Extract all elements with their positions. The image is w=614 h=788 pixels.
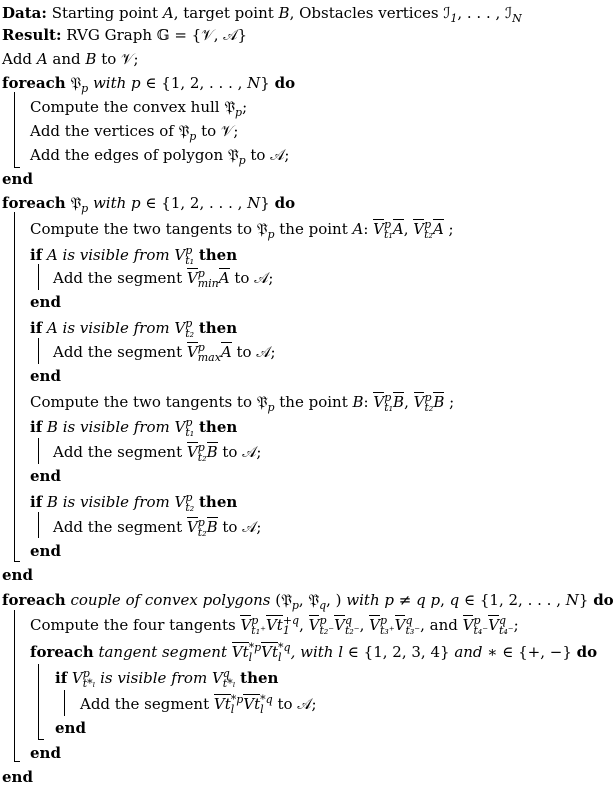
math-italic: is visible from V [95,669,223,687]
keyword: foreach [2,591,66,609]
subscript: l [230,703,235,716]
algorithm-line [30,245,237,266]
text: ; [443,220,454,238]
subscript: t₂ [424,228,433,241]
superscript: +q [282,614,300,627]
keyword: then [198,246,238,264]
sup-sub-index [283,616,299,636]
keyword: foreach [30,643,94,661]
overlined-symbol: A [432,220,444,238]
algorithm-line [30,417,237,438]
sup-sub-index [185,319,194,339]
subscript: t₁ [185,254,195,267]
superscript: p [424,218,432,231]
keyword: end [2,566,33,584]
keyword: end [30,542,61,560]
sup-sub-index [473,616,488,636]
algorithm-line [30,219,454,245]
sup-sub-index [319,616,334,636]
keyword: if [30,493,43,511]
scope-bar-if4 [38,512,39,538]
subscript: t*ₗ [82,677,96,690]
superscript: p [185,244,193,257]
algorithm-line [53,342,276,363]
math-italic: A is visible from V [42,319,186,337]
math-italic: p [384,591,394,609]
text: , . . . , ℐ [457,4,513,22]
subscript: min [197,277,219,290]
subscript: p [235,106,243,119]
sup-sub-index [185,418,194,438]
text: : [363,220,374,238]
sup-sub-index [185,493,194,513]
overlined-symbol: V [413,220,425,238]
algorithm-line [30,292,61,312]
overlined-symbol: A [392,220,404,238]
text: ∈ {1, 2, 3, 4} [343,643,450,661]
text: ∗ ∈ {+, −} [482,643,577,661]
text: , and [420,616,463,634]
superscript: q [405,614,413,627]
superscript: p [185,491,193,504]
subscript: t₂ [197,451,207,464]
sup-sub-index [499,616,514,636]
overlined-symbol: Vt [213,695,231,713]
subscript: t₁ [384,401,394,414]
overlined-symbol: V [488,616,499,634]
sup-sub-index [424,393,433,413]
math-italic: B [278,4,290,22]
text: Add the segment [53,269,187,287]
subscript: t₂ [185,501,195,514]
sup-sub-index [424,220,433,240]
text: , ) [326,591,342,609]
algorithm-line [30,642,597,663]
subscript: p [81,202,89,215]
keyword: then [199,418,238,436]
text: to 𝒜; [272,695,317,713]
subscript: t₁ [384,228,393,241]
sup-sub-index [223,669,236,689]
text: ; [444,393,455,411]
math-italic: q p [416,591,441,609]
scope-bar-if3 [38,438,39,464]
text: to 𝒜; [217,518,262,536]
text: Compute the two tangents to 𝔓̃ [30,220,268,238]
math-italic: N [247,74,261,92]
keyword: end [30,467,61,485]
scope-bar-foreach3 [14,610,15,762]
scope-bar-if2 [38,338,39,364]
subscript: t₁ [185,426,195,439]
math-italic: couple of convex polygons [65,591,276,609]
subscript: t₂ [185,327,195,340]
superscript: p [384,391,392,404]
subscript: l [260,703,264,716]
superscript: p [473,614,481,627]
text: to 𝒜; [217,443,262,461]
text: ∈ {1, 2, . . . , [459,591,566,609]
text: Compute the two tangents to 𝔓̃ [30,393,268,411]
overlined-symbol: V [394,616,406,634]
scope-bar-if5 [64,690,65,716]
math-italic: B [352,393,364,411]
overlined-symbol: V [186,518,198,536]
subscript: 1 [450,12,458,25]
text: , target point [173,4,279,22]
keyword: if [55,669,68,687]
text: , [440,591,450,609]
text: Add the segment [53,343,187,361]
overlined-symbol: V [369,616,380,634]
algorithm-line [53,517,261,538]
text: to 𝒱; [196,122,239,140]
math-italic: N [565,591,579,609]
keyword: end [2,768,33,786]
text: , [299,616,309,634]
sup-sub-index [185,246,194,266]
subscript: t*ₗ [222,677,236,690]
overlined-symbol: A [220,343,232,361]
text: Add [2,50,37,68]
scope-bar-if1 [38,264,39,290]
subscript: t₂⁻ [319,624,335,637]
subscript: p [81,82,89,95]
text: , [403,220,414,238]
sup-sub-index [380,616,395,636]
subscript: p [189,130,197,143]
keyword: foreach [2,74,66,92]
keyword: end [55,719,86,737]
math-italic: A [352,220,364,238]
scope-foot-foreach3 [14,761,20,762]
keyword: do [274,194,296,212]
subscript: max [197,351,221,364]
superscript: q [222,667,230,680]
math-italic: p [131,74,141,92]
math-italic: and [449,643,483,661]
math-italic: tangent segment [93,643,232,661]
math-italic: with [341,591,385,609]
superscript: p [319,614,327,627]
superscript: p [185,416,193,429]
overlined-symbol: Vt [265,616,283,634]
overlined-symbol: V [373,220,385,238]
sup-sub-index [260,695,273,715]
overlined-symbol: V [186,343,198,361]
algorithm-line [2,169,33,189]
text: ; [513,616,519,634]
superscript: q [344,614,352,627]
superscript: p [424,391,432,404]
keyword: Data: [2,4,47,22]
scope-bar-foreach4 [38,664,39,740]
sup-sub-index [405,616,420,636]
text: ∈ {1, 2, . . . , [140,74,248,92]
algorithm-line [30,121,238,147]
text: Compute the four tangents [30,616,241,634]
superscript: q [498,614,506,627]
text: , [404,393,414,411]
text: 𝔓 [65,74,82,92]
algorithm-line [2,73,295,99]
keyword: foreach [2,194,66,212]
overlined-symbol: Vt [243,695,261,713]
keyword: then [198,319,238,337]
algorithm-line [30,366,61,386]
keyword: then [199,493,238,511]
algorithm-line [2,590,614,616]
sup-sub-index [231,695,244,715]
text: (𝔓̃ [275,591,292,609]
scope-foot-foreach1 [14,167,20,168]
algorithm-line [30,466,61,486]
algorithm-line [2,25,247,45]
superscript: *q [278,641,291,654]
text: } [260,194,275,212]
math-italic: A is visible from V [42,246,186,264]
sup-sub-index [249,643,262,663]
overlined-symbol: V [334,616,345,634]
sup-sub-index [384,220,393,240]
keyword: do [593,591,614,609]
text: Add the segment [80,695,214,713]
text: } [578,591,594,609]
algorithm-line [2,49,139,69]
algorithm-line [30,392,454,418]
superscript: p [197,341,205,354]
keyword: end [30,367,61,385]
superscript: p [82,667,90,680]
superscript: p [197,516,205,529]
text: Starting point [46,4,163,22]
algorithm-line [2,767,33,787]
math-italic: B is visible from V [42,493,186,511]
subscript: t₃⁻ [405,624,421,637]
sup-sub-index [198,518,207,538]
text: ≠ [394,591,417,609]
keyword: if [30,246,43,264]
keyword: if [30,418,43,436]
keyword: Result: [2,26,62,44]
sup-sub-index [384,393,393,413]
sup-sub-index [198,343,221,363]
overlined-symbol: V [413,393,425,411]
sup-sub-index [278,643,291,663]
text: the point [274,393,353,411]
keyword: if [30,319,43,337]
algorithm-line [53,442,261,463]
subscript: l [278,651,282,664]
algorithm-line [30,615,519,636]
subscript: N [512,12,522,25]
overlined-symbol: V [240,616,252,634]
text: } [260,74,275,92]
text: , [359,616,370,634]
text: and [47,50,86,68]
subscript: 1 [282,624,290,637]
scope-foot-foreach2 [14,561,20,562]
math-italic: N [247,194,261,212]
subscript: p [267,228,275,241]
superscript: p [197,267,205,280]
keyword: end [2,170,33,188]
keyword: end [30,293,61,311]
subscript: t₂⁻ [344,624,360,637]
algorithm-line [30,492,237,513]
subscript: p [267,401,275,414]
text: to 𝒜; [229,269,274,287]
subscript: t₂ [424,401,434,414]
subscript: t₃⁺ [379,624,395,637]
sup-sub-index [83,669,96,689]
subscript: t₄⁻ [498,624,514,637]
overlined-symbol: B [393,393,405,411]
superscript: p [197,441,205,454]
subscript: p [291,599,299,612]
math-italic: A [36,50,48,68]
subscript: t₄⁻ [473,624,489,637]
sup-sub-index [345,616,360,636]
math-italic: A [162,4,174,22]
math-italic: B [85,50,97,68]
superscript: *p [230,693,244,706]
algorithm-line [80,694,317,715]
math-italic: with [88,194,132,212]
keyword: then [240,669,279,687]
keyword: end [30,744,61,762]
math-italic: , with l [290,643,344,661]
text: to 𝒱; [96,50,139,68]
overlined-symbol: B [433,393,445,411]
overlined-symbol: V [186,269,198,287]
math-italic: with [88,74,132,92]
overlined-symbol: V [308,616,320,634]
overlined-symbol: B [206,518,218,536]
text: ; [242,98,248,116]
algorithm-line [55,668,278,689]
overlined-symbol: Vt [261,643,279,661]
text: 𝔓̃ [65,194,82,212]
text: , Obstacles vertices ℐ [289,4,451,22]
overlined-symbol: V [186,443,198,461]
algorithm-line [53,268,273,289]
subscript: t₂ [197,526,207,539]
text: : [363,393,374,411]
algorithm-line [30,97,247,123]
sup-sub-index [251,616,266,636]
algorithm-line [2,193,295,219]
text: Compute the convex hull 𝔓̃ [30,98,236,116]
subscript: p [238,154,246,167]
overlined-symbol: Vt [231,643,249,661]
sup-sub-index [198,443,207,463]
algorithm-line [55,718,86,738]
math-italic: V [67,669,83,687]
text: to 𝒜; [231,343,276,361]
text: the point [274,220,353,238]
scope-foot-foreach4 [38,739,44,740]
subscript: t₁⁺ [251,624,266,637]
text: Add the segment [53,443,187,461]
overlined-symbol: V [373,393,385,411]
algorithm-line [2,565,33,585]
text: RVG Graph 𝔾 = {𝒱, 𝒜} [61,26,247,44]
superscript: p [251,614,259,627]
superscript: p [379,614,388,627]
text: to 𝒜; [245,146,290,164]
text: Add the edges of polygon 𝔓̃ [30,146,239,164]
text: Add the segment [53,518,187,536]
superscript: p [185,317,193,330]
algorithm-line [30,318,237,339]
scope-bar-foreach1 [14,92,15,168]
scope-bar-foreach2 [14,212,15,562]
superscript: p [384,218,392,231]
overlined-symbol: V [462,616,474,634]
superscript: *q [260,693,273,706]
math-italic: q [449,591,460,609]
algorithm-line [30,743,61,763]
text: , 𝔓̃ [298,591,320,609]
math-italic: B is visible from V [42,418,186,436]
algorithm-line [30,145,289,171]
text: Add the vertices of 𝔓̃ [30,122,190,140]
overlined-symbol: B [206,443,218,461]
keyword: do [274,74,296,92]
keyword: do [576,643,598,661]
math-italic: p [131,194,141,212]
sup-sub-index [198,269,219,289]
subscript: q [319,599,327,612]
superscript: *p [248,641,262,654]
algorithm-line [30,541,61,561]
text: ∈ {1, 2, . . . , [140,194,248,212]
subscript: l [248,651,253,664]
overlined-symbol: A [218,269,230,287]
